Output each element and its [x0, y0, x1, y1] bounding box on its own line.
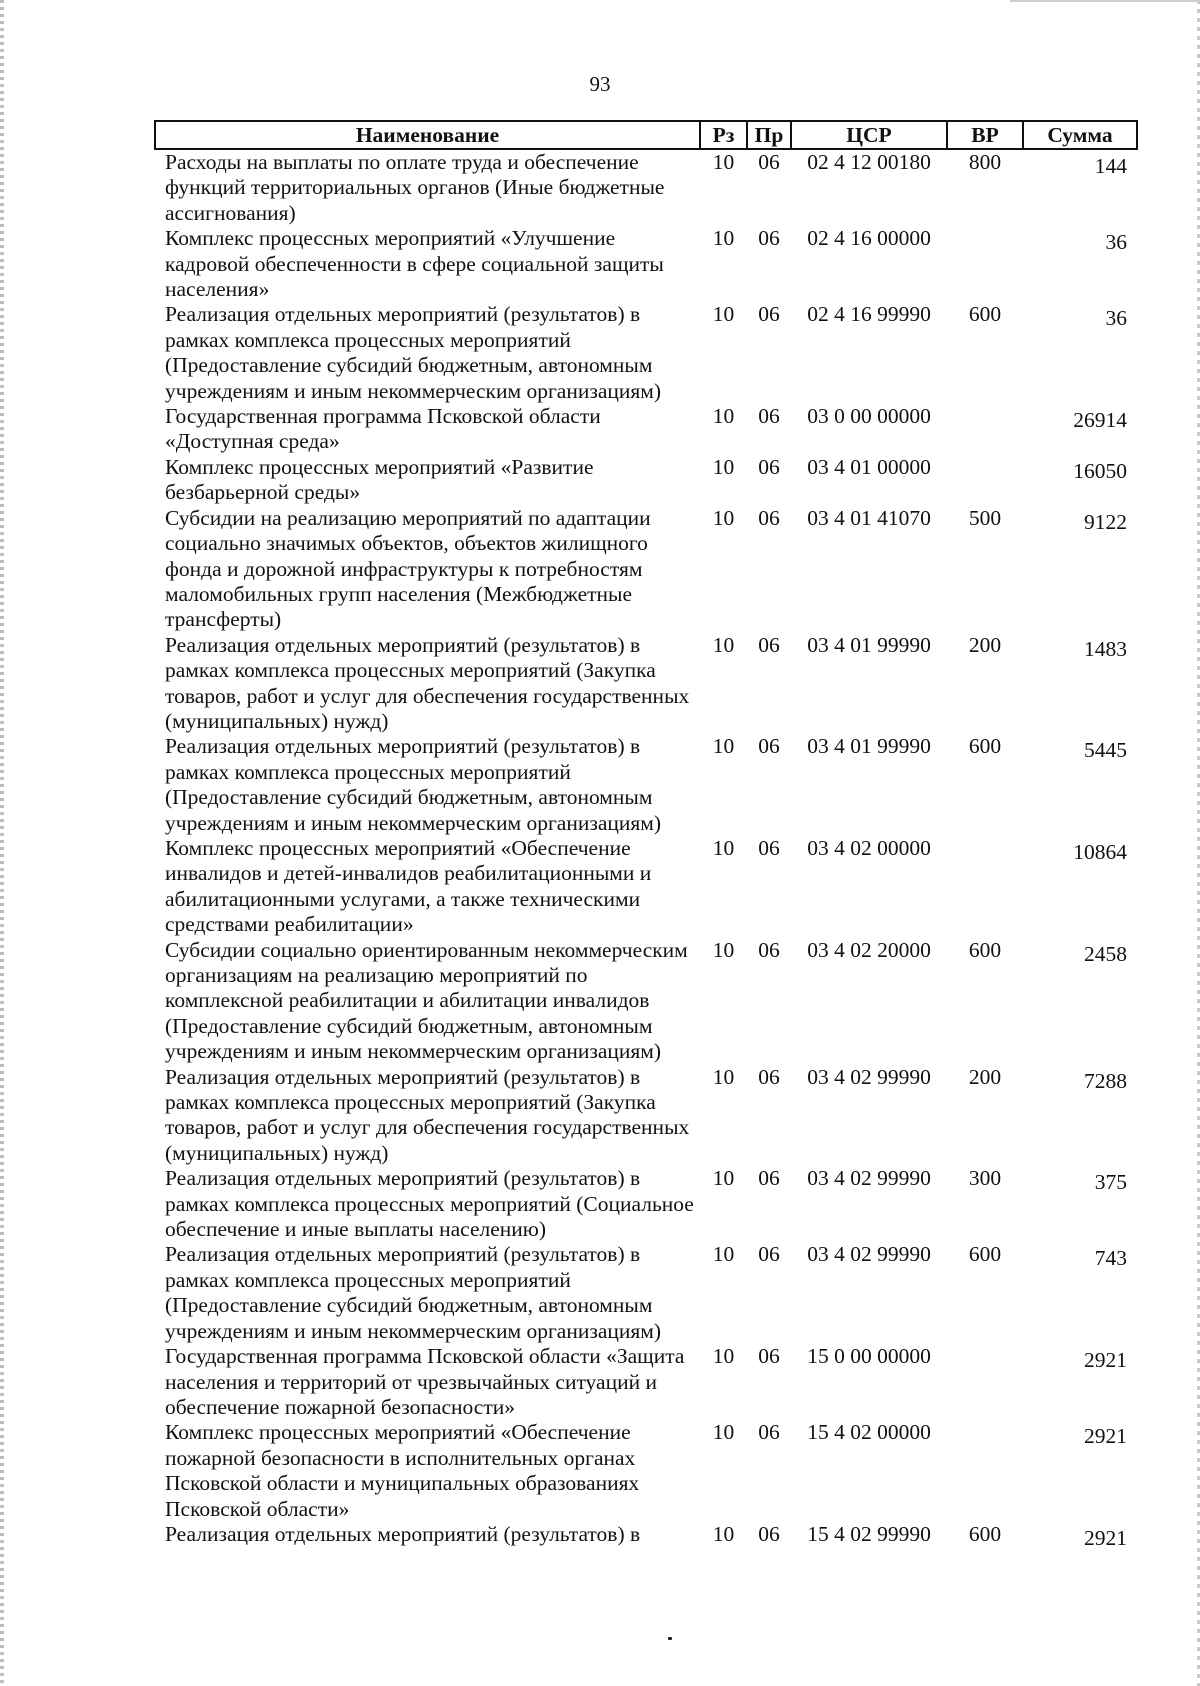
row-name: Реализация отдельных мероприятий (результатов) в рамках комплекса процессных мероприятий (Предоставление субсидий бюджетным, автономным учреждениям и иным некоммерческим организациям) — [165, 734, 662, 835]
row-sum: 743 — [1094, 1246, 1127, 1271]
row-rz: 10 — [712, 1344, 735, 1369]
row-csr: 03 4 02 99990 — [807, 1064, 931, 1089]
row-vr — [947, 1420, 1023, 1522]
row-sum: 144 — [1094, 154, 1127, 178]
row-sum: 26914 — [1073, 408, 1127, 433]
row-vr: 600 — [968, 1521, 1002, 1546]
row-csr: 03 4 02 20000 — [807, 937, 931, 962]
row-rz: 10 — [712, 454, 735, 479]
row-rz: 10 — [712, 632, 735, 657]
row-name: Государственная программа Псковской области «Защита населения и территорий от чрезвычайных ситуаций и обеспечение пожарной безопасности» — [165, 1344, 685, 1419]
row-vr — [947, 226, 1023, 302]
row-csr: 02 4 16 00000 — [807, 226, 931, 251]
table-row — [155, 506, 1137, 633]
scan-edge-left — [0, 0, 4, 1686]
row-pr: 06 — [758, 302, 780, 327]
row-vr: 200 — [968, 1064, 1002, 1089]
row-sum: 16050 — [1073, 458, 1127, 483]
row-sum: 5445 — [1084, 738, 1127, 763]
row-pr: 06 — [758, 1166, 780, 1191]
row-sum: 1483 — [1084, 636, 1127, 661]
table-row — [155, 302, 1137, 404]
row-name: Реализация отдельных мероприятий (результатов) в рамках комплекса процессных мероприятий (Предоставление субсидий бюджетным, автономным учреждениям и иным некоммерческим организациям) — [165, 302, 662, 403]
row-vr: 200 — [968, 632, 1002, 657]
table-row — [155, 1242, 1137, 1344]
row-sum: 375 — [1094, 1170, 1127, 1195]
row-sum: 10864 — [1073, 839, 1127, 864]
header-rz: Рз — [700, 121, 747, 149]
row-rz: 10 — [712, 150, 735, 174]
row-name: Комплекс процессных мероприятий «Развитие безбарьерной среды» — [165, 454, 594, 505]
row-csr: 03 4 02 99990 — [807, 1242, 931, 1267]
row-name: Расходы на выплаты по оплате труда и обеспечение функций территориальных органов (Иные бюджетные ассигнования) — [165, 150, 665, 225]
table-row — [155, 938, 1137, 1065]
row-pr: 06 — [758, 1521, 780, 1546]
table-row — [155, 734, 1137, 836]
row-csr: 02 4 16 99990 — [807, 302, 931, 327]
row-vr — [947, 1344, 1023, 1420]
row-sum: 2458 — [1084, 941, 1127, 966]
row-vr — [947, 404, 1023, 455]
row-csr: 03 4 02 99990 — [807, 1166, 931, 1191]
row-rz: 10 — [712, 1166, 735, 1191]
row-sum: 2921 — [1084, 1348, 1127, 1373]
row-name: Реализация отдельных мероприятий (результатов) в рамках комплекса процессных мероприятий (Социальное обеспечение и иные выплаты населению) — [165, 1166, 694, 1242]
table-row — [155, 455, 1137, 506]
row-vr: 600 — [968, 937, 1002, 962]
row-pr: 06 — [758, 1242, 780, 1267]
row-pr: 06 — [758, 937, 780, 962]
row-name: Субсидии социально ориентированным некоммерческим организациям на реализацию мероприятий по комплексной реабилитации и абилитации инвалидов (Предоставление субсидий бюджетным, автономным учреждениям и иным некоммерческим организациям) — [165, 937, 688, 1064]
table-row — [155, 1344, 1137, 1420]
row-csr: 15 0 00 00000 — [807, 1344, 931, 1369]
budget-table — [154, 120, 1138, 1551]
header-vr: ВР — [947, 121, 1023, 149]
row-csr: 03 4 01 99990 — [807, 632, 931, 657]
row-sum: 36 — [1105, 306, 1127, 331]
row-sum: 2921 — [1084, 1424, 1127, 1449]
row-pr: 06 — [758, 454, 780, 479]
row-rz: 10 — [712, 1064, 735, 1089]
row-rz: 10 — [712, 404, 735, 429]
row-rz: 10 — [712, 505, 735, 530]
row-rz: 10 — [712, 226, 735, 251]
row-csr: 02 4 12 00180 — [807, 150, 931, 174]
table-row — [155, 149, 1137, 226]
header-row — [155, 121, 1137, 149]
row-csr: 15 4 02 99990 — [807, 1521, 931, 1546]
page-number: 93 — [589, 72, 611, 96]
row-csr: 03 4 02 00000 — [807, 835, 931, 860]
header-name: Наименование — [155, 121, 700, 149]
stray-mark — [668, 1637, 672, 1640]
row-csr: 03 4 01 41070 — [807, 505, 931, 530]
row-rz: 10 — [712, 835, 735, 860]
row-vr: 500 — [968, 505, 1002, 530]
row-name: Реализация отдельных мероприятий (результатов) в рамках комплекса процессных мероприятий (Закупка товаров, работ и услуг для обеспечения государственных (муниципальных) нужд) — [165, 1064, 690, 1165]
row-pr: 06 — [758, 226, 780, 251]
table-header — [155, 121, 1137, 149]
row-name: Реализация отдельных мероприятий (результатов) в — [165, 1521, 641, 1546]
row-vr: 600 — [968, 1242, 1002, 1267]
table-row — [155, 1420, 1137, 1522]
row-vr — [947, 455, 1023, 506]
row-rz: 10 — [712, 302, 735, 327]
table-row — [155, 226, 1137, 302]
header-csr: ЦСР — [791, 121, 947, 149]
row-rz: 10 — [712, 734, 735, 759]
row-pr: 06 — [758, 632, 780, 657]
row-vr: 600 — [968, 734, 1002, 759]
row-sum: 2921 — [1084, 1525, 1127, 1550]
row-pr: 06 — [758, 404, 780, 429]
table-row — [155, 1522, 1137, 1551]
table-row — [155, 633, 1137, 735]
table-row — [155, 404, 1137, 455]
row-pr: 06 — [758, 150, 780, 174]
row-sum: 36 — [1105, 230, 1127, 255]
row-sum: 9122 — [1084, 509, 1127, 534]
row-csr: 03 4 01 00000 — [807, 454, 931, 479]
row-vr: 800 — [968, 150, 1002, 174]
row-name: Комплекс процессных мероприятий «Обеспечение инвалидов и детей-инвалидов реабилитационными и абилитационными услугами, а также техническими средствами реабилитации» — [165, 835, 652, 937]
table-body — [155, 149, 1137, 1551]
row-name: Субсидии на реализацию мероприятий по адаптации социально значимых объектов, объектов жилищного фонда и дорожной инфраструктуры к потребностям маломобильных групп населения (Межбюджетные трансферты) — [165, 505, 651, 632]
table-row — [155, 836, 1137, 938]
row-rz: 10 — [712, 1521, 735, 1546]
row-name: Комплекс процессных мероприятий «Улучшение кадровой обеспеченности в сфере социальной защиты населения» — [165, 226, 664, 302]
row-vr — [947, 836, 1023, 938]
row-pr: 06 — [758, 835, 780, 860]
scan-edge-top — [1010, 0, 1200, 2]
row-rz: 10 — [712, 1242, 735, 1267]
row-pr: 06 — [758, 1420, 780, 1445]
table-row — [155, 1166, 1137, 1242]
row-pr: 06 — [758, 734, 780, 759]
header-sum: Сумма — [1023, 121, 1137, 149]
row-name: Государственная программа Псковской области «Доступная среда» — [165, 404, 601, 454]
row-csr: 15 4 02 00000 — [807, 1420, 931, 1445]
row-name: Реализация отдельных мероприятий (результатов) в рамках комплекса процессных мероприятий (Закупка товаров, работ и услуг для обеспечения государственных (муниципальных) нужд) — [165, 632, 690, 733]
row-csr: 03 0 00 00000 — [807, 404, 931, 429]
row-rz: 10 — [712, 1420, 735, 1445]
row-csr: 03 4 01 99990 — [807, 734, 931, 759]
row-sum: 7288 — [1084, 1068, 1127, 1093]
row-name: Реализация отдельных мероприятий (результатов) в рамках комплекса процессных мероприятий (Предоставление субсидий бюджетным, автономным учреждениям и иным некоммерческим организациям) — [165, 1242, 662, 1343]
header-pr: Пр — [747, 121, 791, 149]
row-pr: 06 — [758, 1064, 780, 1089]
row-vr: 600 — [968, 302, 1002, 327]
row-pr: 06 — [758, 1344, 780, 1369]
row-name: Комплекс процессных мероприятий «Обеспечение пожарной безопасности в исполнительных органах Псковской области и муниципальных образованиях Псковской области» — [165, 1420, 640, 1521]
row-vr: 300 — [968, 1166, 1002, 1191]
table-row — [155, 1065, 1137, 1167]
row-rz: 10 — [712, 937, 735, 962]
row-pr: 06 — [758, 505, 780, 530]
